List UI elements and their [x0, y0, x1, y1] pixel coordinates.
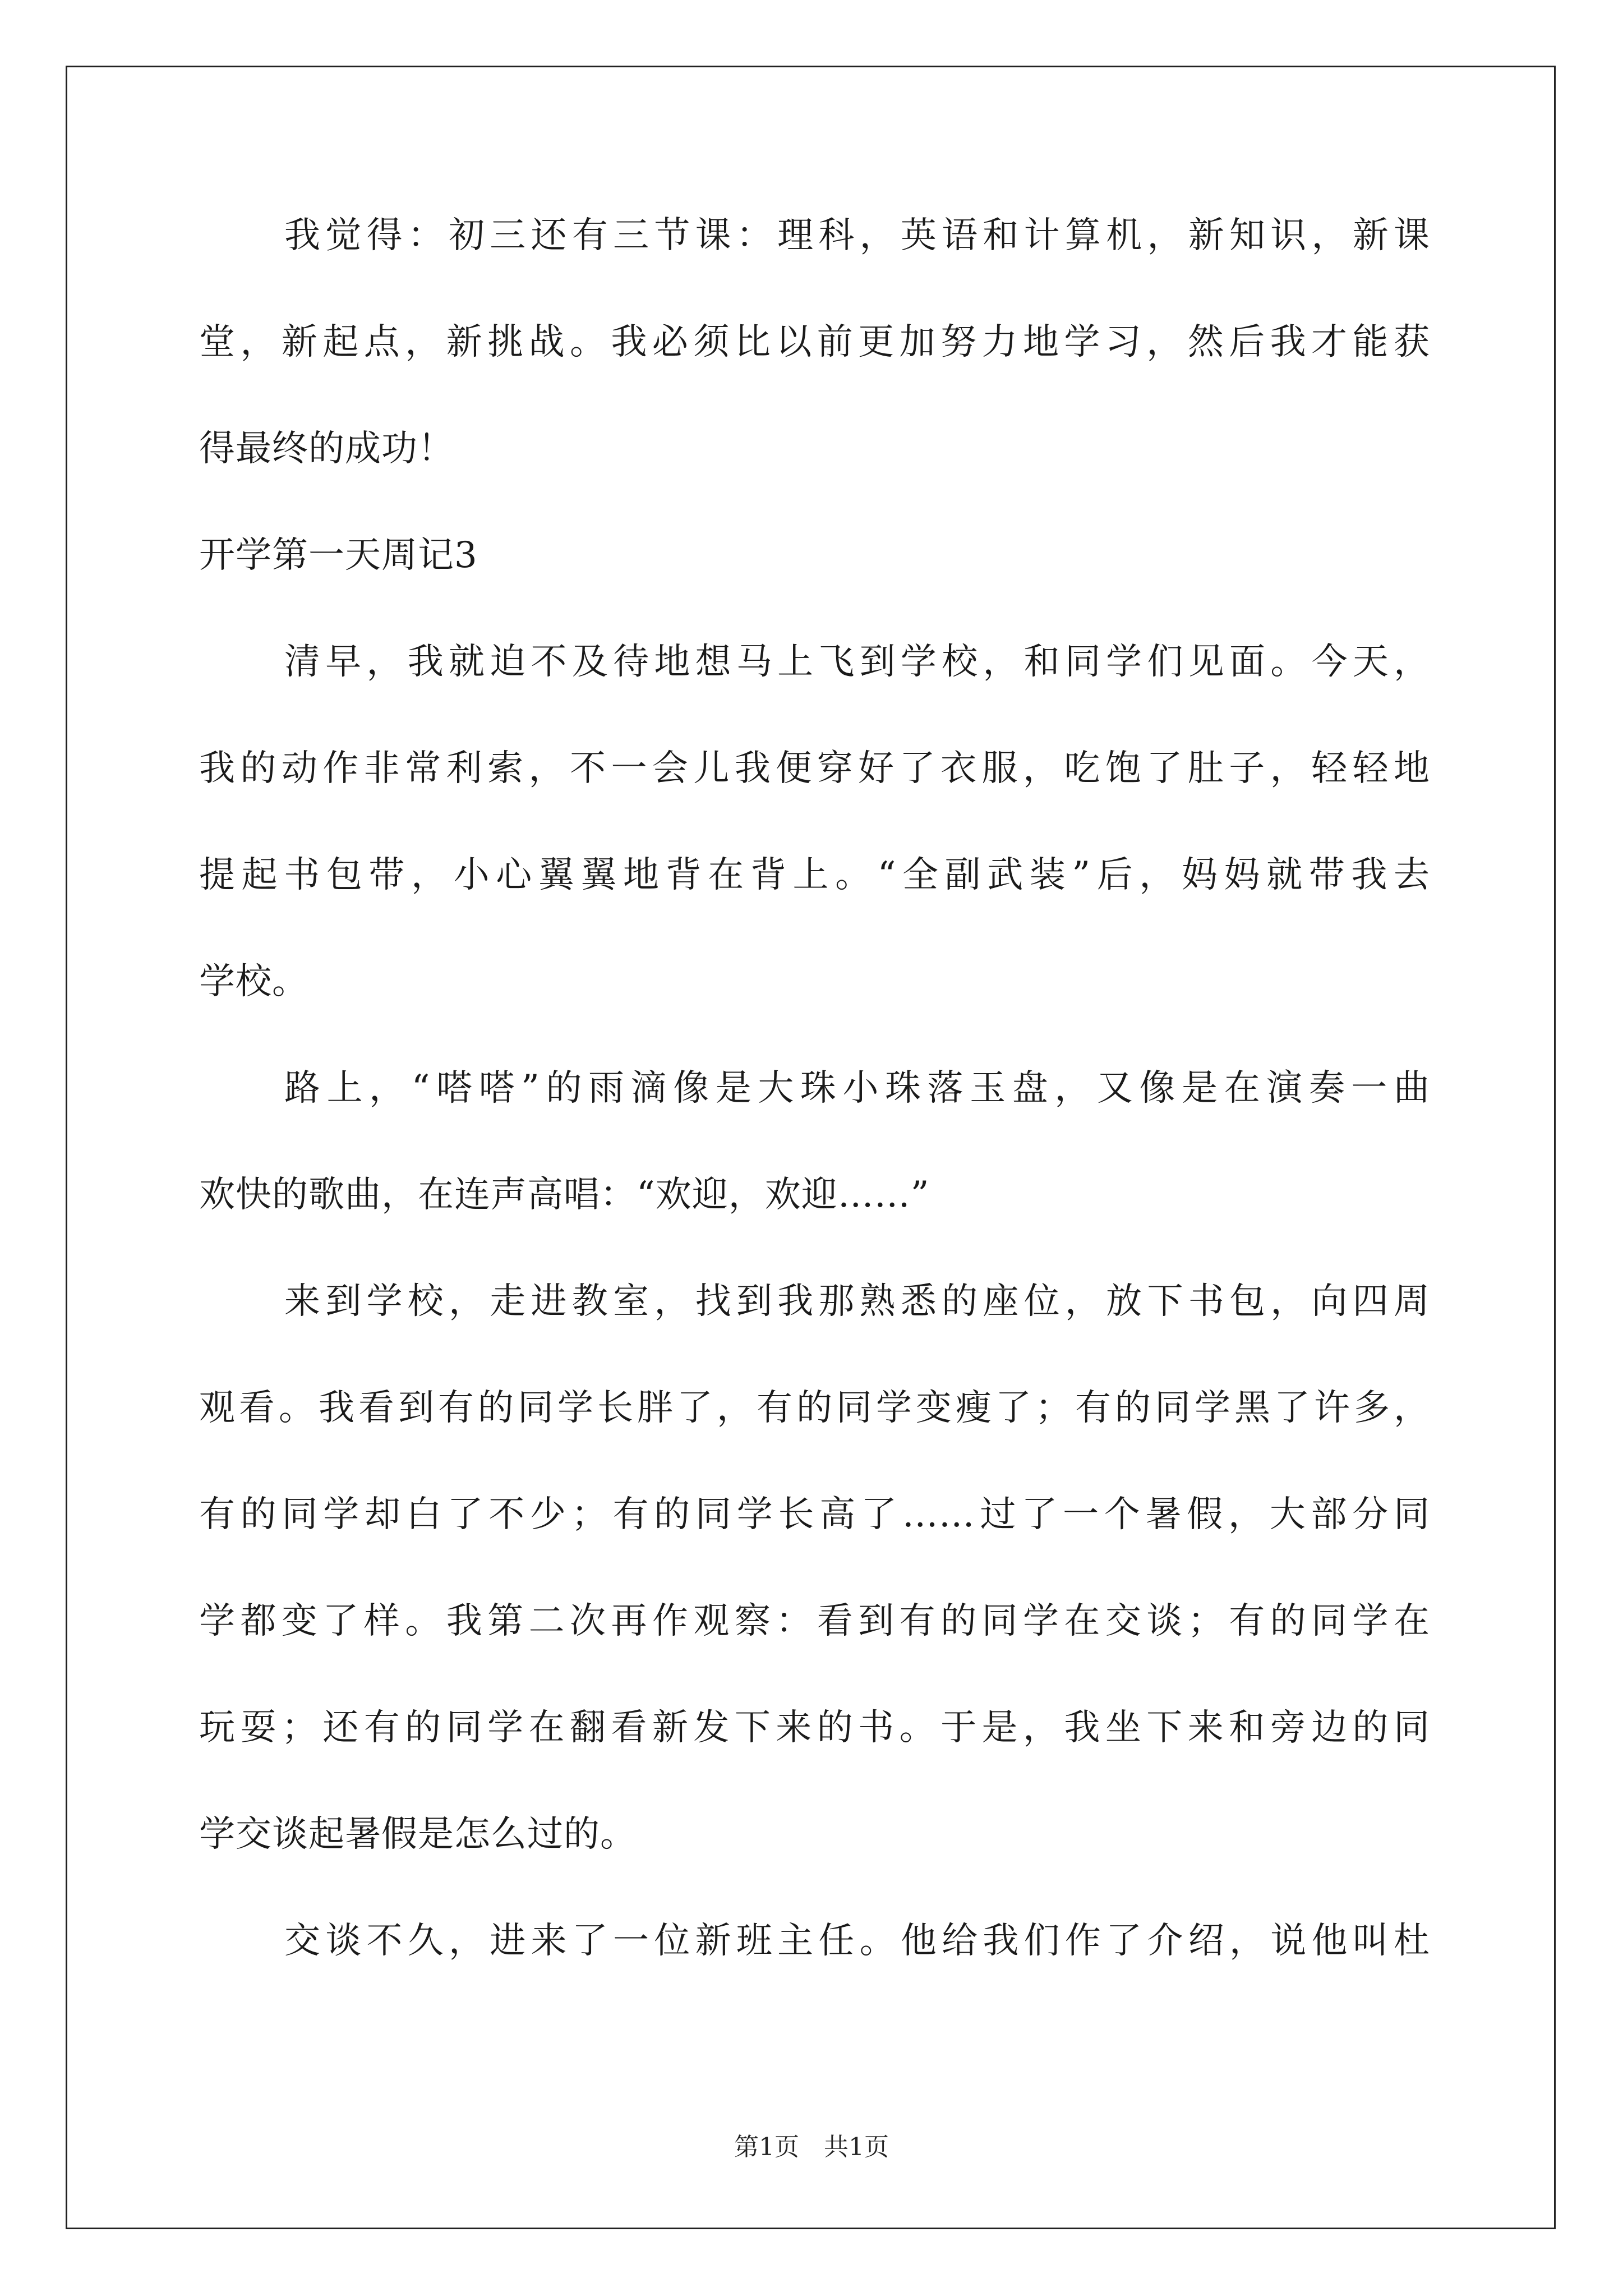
text-line: 观看。我看到有的同学长胖了，有的同学变瘦了；有的同学黑了许多， — [199, 1387, 1430, 1429]
text-line: 玩耍；还有的同学在翻看新发下来的书。于是，我坐下来和旁边的同 — [199, 1707, 1430, 1749]
text-line: 我觉得：初三还有三节课：理科，英语和计算机，新知识，新课 — [284, 215, 1430, 256]
text-line: 堂，新起点，新挑战。我必须比以前更加努力地学习，然后我才能获 — [199, 321, 1430, 363]
text-line: 得最终的成功！ — [199, 428, 454, 470]
text-line: 学交谈起暑假是怎么过的。 — [199, 1814, 637, 1855]
text-line: 我的动作非常利索，不一会儿我便穿好了衣服，吃饱了肚子，轻轻地 — [199, 748, 1430, 789]
text-line: 来到学校，走进教室，找到我那熟悉的座位，放下书包，向四周 — [284, 1281, 1430, 1322]
text-line: 提起书包带，小心翼翼地背在背上。“全副武装”后，妈妈就带我去 — [199, 854, 1430, 896]
text-line: 学校。 — [199, 961, 308, 1002]
text-line: 学都变了样。我第二次再作观察：看到有的同学在交谈；有的同学在 — [199, 1600, 1430, 1642]
text-line: 交谈不久，进来了一位新班主任。他给我们作了介绍，说他叫杜 — [284, 1920, 1430, 1962]
page-number-footer: 第1页 共1页 — [734, 2133, 889, 2161]
text-line: 清早，我就迫不及待地想马上飞到学校，和同学们见面。今天， — [284, 641, 1430, 683]
text-line: 欢快的歌曲，在连声高唱：“欢迎，欢迎……” — [199, 1174, 930, 1216]
section-heading: 开学第一天周记3 — [199, 535, 478, 576]
page-border — [66, 66, 1556, 2229]
text-line: 路上，“嗒嗒”的雨滴像是大珠小珠落玉盘，又像是在演奏一曲 — [284, 1068, 1430, 1109]
text-line: 有的同学却白了不少；有的同学长高了……过了一个暑假，大部分同 — [199, 1494, 1430, 1535]
